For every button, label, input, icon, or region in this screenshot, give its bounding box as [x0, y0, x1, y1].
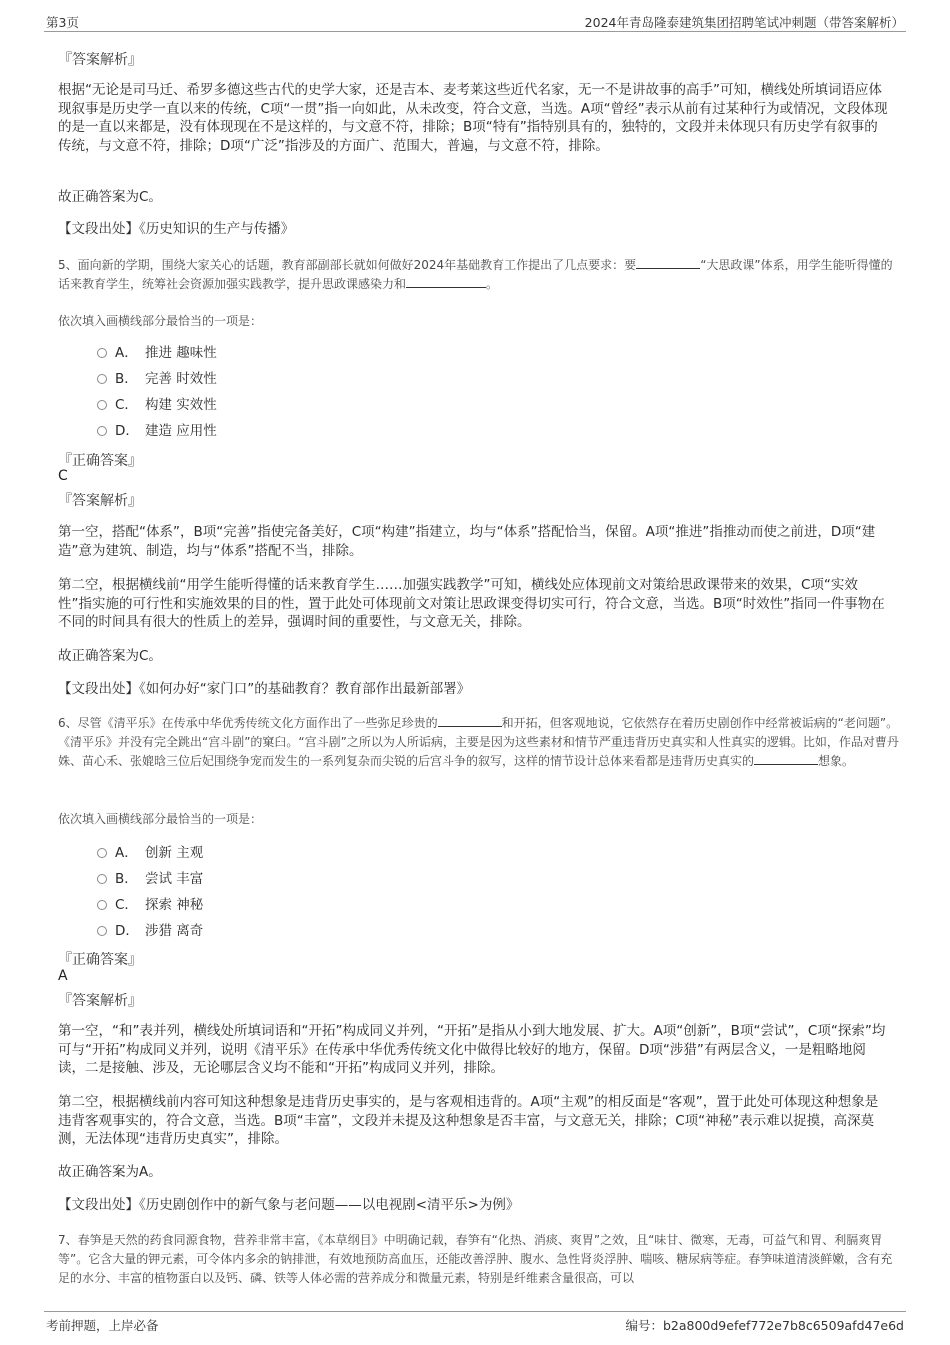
- analysis-label: 『答案解析』: [58, 993, 142, 1009]
- blank-line: [438, 715, 502, 727]
- option-c[interactable]: C． 构建 实效性: [97, 395, 217, 415]
- option-b[interactable]: B． 尝试 丰富: [97, 869, 203, 889]
- document-code: 编号：b2a800d9efef772e7b8c6509afd47e6d: [625, 1318, 904, 1333]
- blank-line: [636, 257, 700, 269]
- blank-line: [406, 276, 486, 288]
- radio-icon[interactable]: [97, 400, 107, 410]
- option-a[interactable]: A． 推进 趣味性: [97, 343, 217, 363]
- analysis-text: 根据“无论是司马迁、希罗多德这些古代的史学大家，还是吉本、麦考莱这些近代名家，无一不是讲故事的高手”可知，横线处所填词语应体现叙事是历史学一直以来的传统，C项“一贯”指一向如此，从未改变，符合文意，当选。A项“曾经”表示从前有过某种行为或情况，文段体现的是一直以来都是，没有体现现在不是这样的，与文意不符，排除；B项“特有”指特别具有的，独特的，文段并未体现只有历史学有叙事的传统，与文意不符，排除；D项“广泛”指涉及的方面广、范围大，普遍，与文意不符，排除。: [58, 82, 888, 154]
- analysis-paragraph-1: 第一空，“和”表并列，横线处所填词语和“开拓”构成同义并列，“开拓”是指从小到大地发展、扩大。A项“创新”，B项“尝试”，C项“探索”均可与“开拓”构成同义并列，说明《清平乐》在传承中华优秀传统文化中做得比较好的地方，保留。D项“涉猎”有两层含义，一是粗略地阅读，二是接触、涉及，无论哪层含义均不能和“开拓”构成同义并列，排除。: [58, 1023, 886, 1076]
- question-5-instruction: 依次填入画横线部分最恰当的一项是：: [58, 314, 263, 328]
- correct-answer: C: [58, 468, 68, 484]
- option-d[interactable]: D． 涉猎 离奇: [97, 921, 203, 941]
- question-5-text: 5、面向新的学期，围绕大家关心的话题，教育部副部长就如何做好2024年基础教育工作提出了几点要求：要 “大思政课”体系，用学生能听得懂的话来教育学生，统筹社会资源加强实践教学，提升思政课感染力和 。: [58, 258, 893, 291]
- question-7-text: 7、春笋是天然的药食同源食物，营养非常丰富，《本草纲目》中明确记载，春笋有“化热、消痰、爽胃”之效，且“味甘、微寒，无毒，可益气和胃、利膈爽胃等”。它含大量的钾元素，可令体内多余的钠排泄，有效地预防高血压，还能改善浮肿、腹水、急性肾炎浮肿、喘咳、糖尿病等症。春笋味道清淡鲜嫩，含有充足的水分、丰富的植物蛋白以及钙、磷、铁等人体必需的营养成分和微量元素，特别是纤维素含量很高，可以: [58, 1233, 893, 1285]
- document-title: 2024年青岛隆泰建筑集团招聘笔试冲刺题（带答案解析）: [584, 15, 904, 30]
- page-header: [44, 9, 906, 32]
- correct-answer-label: 『正确答案』: [58, 952, 142, 968]
- option-a[interactable]: A． 创新 主观: [97, 843, 203, 863]
- analysis-paragraph-2: 第二空，根据横线前内容可知这种想象是违背历史事实的，是与客观相违背的。A项“主观”的相反面是“客观”，置于此处可体现这种想象是违背客观事实的，符合文意，当选。B项“丰富”，文段并未提及这种想象是否丰富，与文意无关，排除；C项“神秘”表示难以捉摸，高深莫测，无法体现“违背历史真实”，排除。: [58, 1094, 879, 1147]
- question-6-instruction: 依次填入画横线部分最恰当的一项是：: [58, 812, 263, 826]
- correct-answer-label: 『正确答案』: [58, 453, 142, 469]
- radio-icon[interactable]: [97, 848, 107, 858]
- page-footer: [44, 1311, 906, 1334]
- radio-icon[interactable]: [97, 900, 107, 910]
- source: 【文段出处】《历史知识的生产与传播》: [58, 221, 295, 237]
- analysis-label: 『答案解析』: [58, 493, 142, 509]
- radio-icon[interactable]: [97, 374, 107, 384]
- source: 【文段出处】《历史剧创作中的新气象与老问题——以电视剧<清平乐>为例》: [58, 1197, 520, 1213]
- analysis-paragraph-2: 第二空，根据横线前“用学生能听得懂的话来教育学生……加强实践教学”可知，横线处应体现前文对策给思政课带来的效果，C项“实效性”指实施的可行性和实施效果的目的性，置于此处可体现前文对策让思政课变得切实可行，符合文意，当选。B项“时效性”指同一件事物在不同的时间具有很大的性质上的差异，强调时间的重要性，与文意无关，排除。: [58, 577, 885, 630]
- radio-icon[interactable]: [97, 426, 107, 436]
- question-6-text: 6、尽管《清平乐》在传承中华优秀传统文化方面作出了一些弥足珍贵的 和开拓，但客观地说，它依然存在着历史剧创作中经常被诟病的“老问题”。《清平乐》并没有完全跳出“宫斗剧”的窠臼。“宫斗剧”之所以为人所诟病，主要是因为这些素材和情节严重违背历史真实和人性真实的逻辑。比如，作品对曹丹姝、苗心禾、张媲晗三位后妃围绕争宠而发生的一系列复杂而尖锐的后宫斗争的叙写，这样的情节设计总体来看都是违背历史真实的 想象。: [58, 716, 899, 768]
- radio-icon[interactable]: [97, 874, 107, 884]
- radio-icon[interactable]: [97, 348, 107, 358]
- conclusion: 故正确答案为C。: [58, 189, 162, 205]
- conclusion: 故正确答案为A。: [58, 1164, 162, 1180]
- option-c[interactable]: C． 探索 神秘: [97, 895, 203, 915]
- conclusion: 故正确答案为C。: [58, 648, 162, 664]
- source: 【文段出处】《如何办好“家门口”的基础教育？教育部作出最新部署》: [58, 681, 471, 697]
- radio-icon[interactable]: [97, 926, 107, 936]
- correct-answer: A: [58, 968, 68, 984]
- footer-slogan: 考前押题，上岸必备: [46, 1318, 159, 1333]
- blank-line: [754, 753, 818, 765]
- analysis-label: 『答案解析』: [58, 52, 142, 68]
- page-number: 第3页: [46, 15, 79, 30]
- option-b[interactable]: B． 完善 时效性: [97, 369, 217, 389]
- option-d[interactable]: D． 建造 应用性: [97, 421, 217, 441]
- analysis-paragraph-1: 第一空，搭配“体系”，B项“完善”指使完备美好，C项“构建”指建立，均与“体系”搭配恰当，保留。A项“推进”指推动而使之前进，D项“建造”意为建筑、制造，均与“体系”搭配不当，排除。: [58, 524, 876, 559]
